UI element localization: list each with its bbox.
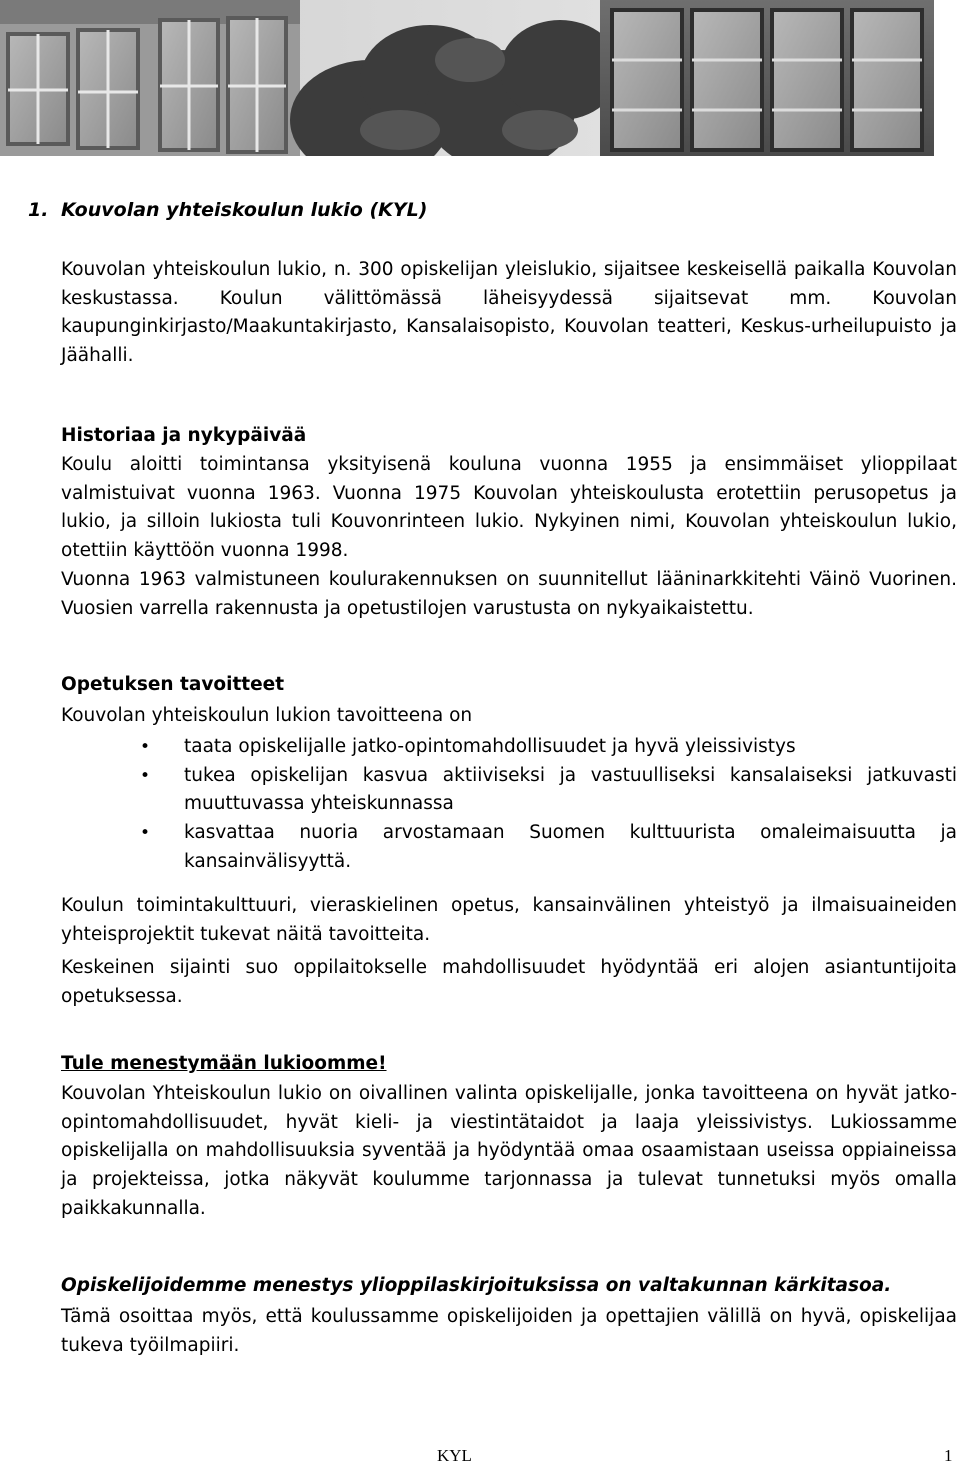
welcome-paragraph: Kouvolan Yhteiskoulun lukio on oivallinen valinta opiskelijalle, jonka tavoitteena on hyvät jatko-opintomahdollisuudet, hyvät kieli- ja viestintätaidot ja laaja yleissivistys. Lukiossamme opiskelijalla on mahdollisuuksia syventää ja hyödyntää omaa osaamistaan useissa oppiaineissa ja projekteissa, jotka näkyvät koulumme tarjonnassa ja tulevat tunnetuksi myös omalla paikkakunnalla. [61, 1083, 957, 1219]
section-title [28, 196, 427, 224]
goals-list-container [61, 733, 957, 877]
history-paragraph-2: Vuonna 1963 valmistuneen koulurakennuksen on suunnitellut lääninarkkitehti Väinö Vuorinen. Vuosien varrella rakennusta ja opetustilojen varustusta on nykyaikaistettu. [61, 569, 957, 619]
intro-paragraph: Kouvolan yhteiskoulun lukio, n. 300 opiskelijan yleislukio, sijaitsee keskeisellä paikalla Kouvolan keskustassa. Koulun välittömässä läheisyydessä sijaitsevat mm. Kouvolan kaupunginkirjasto/Maakuntakirjasto, Kansalaisopisto, Kouvolan teatteri, Keskus-urheilupuisto ja Jäähalli. [61, 259, 957, 367]
footer-label: KYL [437, 1446, 472, 1465]
welcome-heading [61, 1050, 957, 1079]
success-paragraph: Tämä osoittaa myös, että koulussamme opiskelijoiden ja opettajien välillä on hyvä, opiskelijaa tukeva työilmapiiri. [61, 1306, 957, 1356]
goals-list-item: • taata opiskelijalle jatko-opintomahdollisuudet ja hyvä yleissivistys [61, 733, 957, 762]
section-number: 1. [28, 199, 49, 221]
goals-list [61, 733, 957, 877]
history-paragraph-1: Koulu aloitti toimintansa yksityisenä kouluna vuonna 1955 ja ensimmäiset ylioppilaat valmistuivat vuonna 1963. Vuonna 1975 Kouvolan yhteiskoulusta erotettiin perusopetus ja lukio, ja silloin lukiosta tuli Kouvonrinteen lukio. Nykyinen nimi, Kouvolan yhteiskoulun lukio, otettiin käyttöön vuonna 1998. [61, 454, 957, 562]
goals-list-item: • kasvattaa nuoria arvostamaan Suomen kulttuurista omaleimaisuutta ja kansainvälisyyttä. [61, 819, 957, 876]
goals-paragraph-2: Keskeinen sijainti suo oppilaitokselle mahdollisuudet hyödyntää eri alojen asiantuntijoita opetuksessa. [61, 957, 957, 1007]
goals-paragraph-1: Koulun toimintakulttuuri, vieraskielinen opetus, kansainvälinen yhteistyö ja ilmaisuaineiden yhteisprojektit tukevat näitä tavoitteita. [61, 895, 957, 945]
goals-heading: Opetuksen tavoitteet [61, 674, 285, 695]
page-number: 1 [944, 1446, 953, 1465]
section-title-text: Kouvolan yhteiskoulun lukio (KYL) [61, 199, 428, 221]
history-heading: Historiaa ja nykypäivää [61, 425, 307, 446]
goals-lead: Kouvolan yhteiskoulun lukion tavoitteena on [61, 705, 473, 726]
goals-list-item: • tukea opiskelijan kasvua aktiiviseksi ja vastuulliseksi kansalaiseksi jatkuvasti muuttuvassa yhteiskunnassa [61, 762, 957, 819]
welcome-heading-text: Tule menestymään lukioomme! [61, 1053, 387, 1074]
header-building-photo [0, 0, 934, 156]
success-heading: Opiskelijoidemme menestys ylioppilaskirjoituksissa on valtakunnan kärkitasoa. [61, 1275, 892, 1296]
